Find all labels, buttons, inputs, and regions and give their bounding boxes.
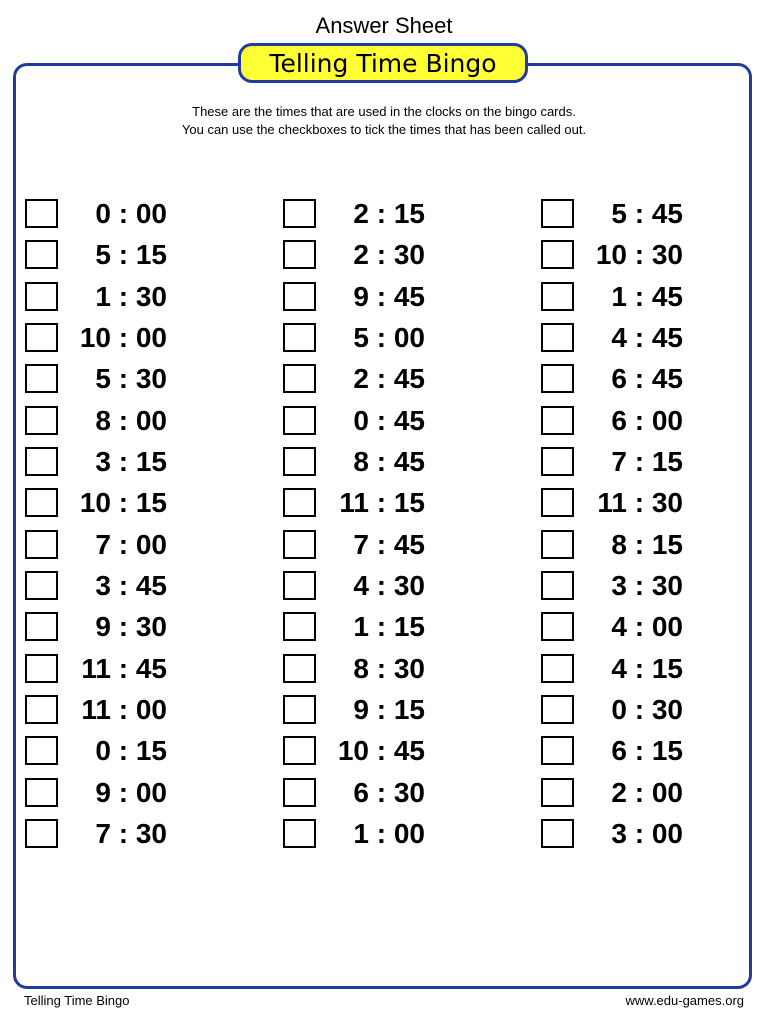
time-row bbox=[25, 276, 215, 317]
time-checkbox[interactable] bbox=[541, 695, 574, 724]
time-label: 3 : 45 bbox=[95, 569, 167, 601]
time-checkbox[interactable] bbox=[283, 571, 316, 600]
time-row bbox=[541, 234, 731, 275]
time-label: 11 : 15 bbox=[339, 487, 425, 519]
time-checkbox[interactable] bbox=[541, 323, 574, 352]
time-label: 6 : 00 bbox=[611, 404, 683, 436]
time-row bbox=[283, 482, 473, 523]
time-checkbox[interactable] bbox=[283, 778, 316, 807]
time-label: 9 : 30 bbox=[95, 611, 167, 643]
time-label: 4 : 00 bbox=[611, 611, 683, 643]
time-checkbox[interactable] bbox=[541, 530, 574, 559]
instructions-line-2: You can use the checkboxes to tick the times that has been called out. bbox=[181, 122, 587, 137]
time-label: 6 : 30 bbox=[353, 776, 425, 808]
time-row bbox=[283, 400, 473, 441]
time-row bbox=[541, 565, 731, 606]
time-checkbox[interactable] bbox=[283, 612, 316, 641]
time-checkbox[interactable] bbox=[541, 199, 574, 228]
time-row bbox=[541, 276, 731, 317]
time-checkbox[interactable] bbox=[283, 447, 316, 476]
time-label: 2 : 00 bbox=[611, 776, 683, 808]
time-row bbox=[25, 234, 215, 275]
time-checkbox[interactable] bbox=[541, 654, 574, 683]
time-row bbox=[25, 317, 215, 358]
time-checkbox[interactable] bbox=[25, 406, 58, 435]
time-row bbox=[541, 524, 731, 565]
time-row bbox=[25, 565, 215, 606]
time-row bbox=[541, 730, 731, 771]
time-label: 5 : 45 bbox=[611, 198, 683, 229]
time-checkbox[interactable] bbox=[541, 488, 574, 517]
time-column-3 bbox=[541, 193, 731, 854]
time-checkbox[interactable] bbox=[283, 695, 316, 724]
time-label: 10 : 00 bbox=[79, 321, 167, 353]
time-row bbox=[541, 772, 731, 813]
time-label: 1 : 30 bbox=[95, 280, 167, 312]
time-checkbox[interactable] bbox=[25, 199, 58, 228]
time-checkbox[interactable] bbox=[25, 612, 58, 641]
time-checkbox[interactable] bbox=[25, 736, 58, 765]
time-checkbox[interactable] bbox=[541, 406, 574, 435]
time-row bbox=[283, 606, 473, 647]
time-row bbox=[25, 482, 215, 523]
time-row bbox=[283, 193, 473, 234]
instructions-line-1: These are the times that are used in the clocks on the bingo cards. bbox=[192, 104, 576, 119]
time-row bbox=[283, 689, 473, 730]
time-label: 2 : 30 bbox=[353, 239, 425, 271]
time-row bbox=[283, 524, 473, 565]
time-label: 8 : 00 bbox=[95, 404, 167, 436]
time-checkbox[interactable] bbox=[283, 199, 316, 228]
time-checkbox[interactable] bbox=[283, 364, 316, 393]
footer-title: Telling Time Bingo bbox=[24, 993, 130, 1008]
time-label: 9 : 45 bbox=[353, 280, 425, 312]
time-row bbox=[25, 730, 215, 771]
instructions bbox=[0, 103, 768, 139]
time-label: 2 : 45 bbox=[353, 363, 425, 395]
time-label: 10 : 30 bbox=[595, 239, 683, 271]
time-row bbox=[283, 772, 473, 813]
time-checkbox[interactable] bbox=[541, 778, 574, 807]
time-checkbox[interactable] bbox=[283, 488, 316, 517]
time-label: 3 : 15 bbox=[95, 445, 167, 477]
time-label: 11 : 00 bbox=[81, 693, 167, 725]
time-label: 8 : 15 bbox=[611, 528, 683, 560]
time-checkbox[interactable] bbox=[25, 323, 58, 352]
time-label: 8 : 30 bbox=[353, 652, 425, 684]
time-row bbox=[541, 400, 731, 441]
time-label: 5 : 30 bbox=[95, 363, 167, 395]
time-label: 7 : 30 bbox=[95, 817, 167, 849]
time-label: 9 : 15 bbox=[353, 693, 425, 725]
time-row bbox=[283, 276, 473, 317]
time-label: 6 : 15 bbox=[611, 735, 683, 767]
time-checkbox[interactable] bbox=[25, 488, 58, 517]
time-checkbox[interactable] bbox=[25, 778, 58, 807]
footer-website: www.edu-games.org bbox=[625, 993, 744, 1008]
time-label: 1 : 00 bbox=[353, 817, 425, 849]
time-label: 1 : 45 bbox=[611, 280, 683, 312]
time-label: 0 : 00 bbox=[95, 198, 167, 229]
time-row bbox=[25, 400, 215, 441]
time-checkbox[interactable] bbox=[541, 571, 574, 600]
time-row bbox=[541, 358, 731, 399]
time-row bbox=[541, 193, 731, 234]
time-row bbox=[25, 606, 215, 647]
time-row bbox=[25, 193, 215, 234]
time-row bbox=[25, 441, 215, 482]
time-label: 0 : 45 bbox=[353, 404, 425, 436]
time-checkbox[interactable] bbox=[283, 654, 316, 683]
time-row bbox=[283, 234, 473, 275]
time-checkbox[interactable] bbox=[541, 736, 574, 765]
time-label: 2 : 15 bbox=[353, 198, 425, 229]
time-row bbox=[283, 813, 473, 854]
time-row bbox=[541, 606, 731, 647]
time-checkbox[interactable] bbox=[283, 736, 316, 765]
time-label: 11 : 45 bbox=[81, 652, 167, 684]
time-label: 4 : 45 bbox=[611, 321, 683, 353]
time-label: 6 : 45 bbox=[611, 363, 683, 395]
time-checkbox[interactable] bbox=[25, 695, 58, 724]
time-label: 4 : 15 bbox=[611, 652, 683, 684]
answer-sheet-heading: Answer Sheet bbox=[315, 13, 453, 38]
time-checkbox[interactable] bbox=[283, 240, 316, 269]
time-label: 5 : 15 bbox=[95, 239, 167, 271]
time-row bbox=[283, 441, 473, 482]
time-checkbox[interactable] bbox=[283, 819, 316, 848]
time-row bbox=[283, 648, 473, 689]
time-label: 3 : 00 bbox=[611, 817, 683, 849]
time-label: 9 : 00 bbox=[95, 776, 167, 808]
time-row bbox=[25, 648, 215, 689]
time-checkbox[interactable] bbox=[541, 819, 574, 848]
time-checkbox[interactable] bbox=[25, 571, 58, 600]
time-row bbox=[283, 317, 473, 358]
time-row bbox=[25, 524, 215, 565]
time-checkbox[interactable] bbox=[25, 530, 58, 559]
time-row bbox=[25, 358, 215, 399]
time-label: 0 : 15 bbox=[95, 735, 167, 767]
time-row bbox=[541, 441, 731, 482]
time-label: 1 : 15 bbox=[353, 611, 425, 643]
time-label: 7 : 45 bbox=[353, 528, 425, 560]
time-label: 11 : 30 bbox=[597, 487, 683, 519]
time-checkbox[interactable] bbox=[283, 323, 316, 352]
time-checkbox[interactable] bbox=[541, 240, 574, 269]
time-row bbox=[541, 813, 731, 854]
time-checkbox[interactable] bbox=[25, 447, 58, 476]
time-row bbox=[283, 565, 473, 606]
time-checkbox[interactable] bbox=[283, 282, 316, 311]
time-label: 4 : 30 bbox=[353, 569, 425, 601]
time-checkbox[interactable] bbox=[25, 240, 58, 269]
time-label: 10 : 45 bbox=[337, 735, 425, 767]
time-label: 10 : 15 bbox=[79, 487, 167, 519]
time-checkbox[interactable] bbox=[283, 530, 316, 559]
time-row bbox=[25, 689, 215, 730]
time-label: 8 : 45 bbox=[353, 445, 425, 477]
time-checkbox[interactable] bbox=[541, 364, 574, 393]
time-column-2 bbox=[283, 193, 473, 854]
time-checkbox[interactable] bbox=[25, 819, 58, 848]
time-row bbox=[283, 358, 473, 399]
time-label: 7 : 00 bbox=[95, 528, 167, 560]
time-checkbox[interactable] bbox=[541, 447, 574, 476]
time-checkbox[interactable] bbox=[25, 364, 58, 393]
time-row bbox=[25, 772, 215, 813]
worksheet-title: Telling Time Bingo bbox=[238, 43, 528, 83]
time-checkbox[interactable] bbox=[25, 282, 58, 311]
time-checkbox[interactable] bbox=[25, 654, 58, 683]
time-label: 0 : 30 bbox=[611, 693, 683, 725]
time-row bbox=[283, 730, 473, 771]
time-row bbox=[541, 689, 731, 730]
time-label: 5 : 00 bbox=[353, 321, 425, 353]
time-checkbox[interactable] bbox=[541, 612, 574, 641]
time-label: 3 : 30 bbox=[611, 569, 683, 601]
time-column-1 bbox=[25, 193, 215, 854]
time-row bbox=[541, 482, 731, 523]
time-row bbox=[541, 648, 731, 689]
time-label: 7 : 15 bbox=[611, 445, 683, 477]
time-checkbox[interactable] bbox=[541, 282, 574, 311]
time-checkbox[interactable] bbox=[283, 406, 316, 435]
time-row bbox=[25, 813, 215, 854]
time-row bbox=[541, 317, 731, 358]
